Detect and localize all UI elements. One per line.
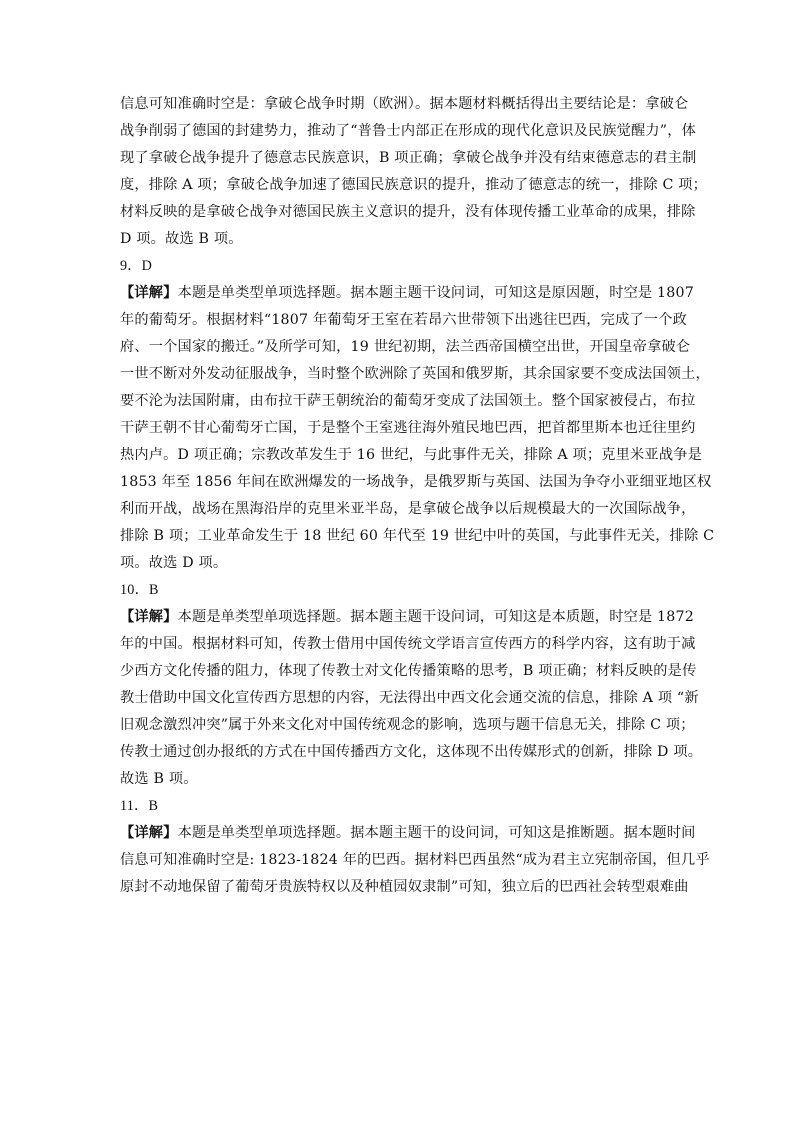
text-line: 年的葡萄牙。根据材料“1807 年葡萄牙王室在若昂六世带领下出逃往巴西，完成了一个政 bbox=[120, 312, 688, 328]
text-line: 故选 B 项。 bbox=[120, 771, 198, 787]
text-line: 府、一个国家的搬迁。”及所学可知，19 世纪初期，法兰西帝国横空出世，开国皇帝拿破仑 bbox=[120, 339, 691, 355]
detail-tag: 【详解】 bbox=[120, 825, 178, 841]
detail-tag: 【详解】 bbox=[120, 285, 178, 301]
text-line bbox=[120, 604, 694, 631]
text-line: 项。故选 D 项。 bbox=[120, 555, 228, 571]
text-line bbox=[120, 280, 694, 307]
text-line: 少西方文化传播的阻力，体现了传教士对文化传播策略的思考，B 项正确；材料反映的是传 bbox=[120, 663, 697, 679]
text-line: 战争削弱了德国的封建势力，推动了“普鲁士内部正在形成的现代化意识及民族觉醒力”，体 bbox=[120, 123, 697, 139]
question-number: 10．B bbox=[120, 582, 159, 598]
text-line: 1853 年至 1856 年间在欧洲爆发的一场战争，是俄罗斯与英国、法国为争夺小亚细亚地区权 bbox=[120, 474, 712, 490]
detail-first-line: 本题是单类型单项选择题。据本题主题干设问词，可知这是本质题，时空是 1872 bbox=[177, 609, 694, 625]
text-line: 传教士通过创办报纸的方式在中国传播西方文化，这体现不出传媒形式的创新，排除 D 项。 bbox=[120, 744, 703, 760]
text-line: 排除 B 项；工业革命发生于 18 世纪 60 年代至 19 世纪中叶的英国，与此事件无关，排除 C bbox=[120, 528, 715, 544]
question-9 bbox=[120, 253, 715, 577]
text-line: 干萨王朝不甘心葡萄牙亡国，于是整个王室逃往海外殖民地巴西，把首都里斯本也迁往里约 bbox=[120, 420, 696, 436]
detail-tag: 【详解】 bbox=[120, 609, 178, 625]
text-line: 年的中国。根据材料可知，传教士借用中国传统文学语言宣传西方的科学内容，这有助于减 bbox=[120, 636, 696, 652]
continued-explanation bbox=[120, 91, 708, 253]
text-line: 要不沦为法国附庸，由布拉干萨王朝统治的葡萄牙变成了法国领土。整个国家被侵占，布拉 bbox=[120, 393, 696, 409]
text-line: 一世不断对外发动征服战争，当时整个欧洲除了英国和俄罗斯，其余国家要不变成法国领土， bbox=[120, 366, 710, 382]
text-line: 信息可知准确时空是: 1823-1824 年的巴西。据材料巴西虽然“成为君主立宪制帝国，但几乎 bbox=[120, 852, 710, 868]
text-line: D 项。故选 B 项。 bbox=[120, 231, 243, 247]
text-line: 旧观念激烈冲突”属于外来文化对中国传统观念的影响，选项与题干信息无关，排除 C 项； bbox=[120, 717, 695, 733]
question-11 bbox=[120, 793, 710, 901]
question-10 bbox=[120, 577, 703, 793]
text-line: 度，排除 A 项；拿破仑战争加速了德国民族意识的提升，推动了德意志的统一，排除 C 项； bbox=[120, 177, 708, 193]
detail-first-line: 本题是单类型单项选择题。据本题主题干设问词，可知这是原因题，时空是 1807 bbox=[177, 285, 694, 301]
text-line: 原封不动地保留了葡萄牙贵族特权以及种植园奴隶制”可知，独立后的巴西社会转型艰难曲 bbox=[120, 879, 689, 895]
detail-first-line: 本题是单类型单项选择题。据本题主题干的设问词，可知这是推断题。据本题时间 bbox=[177, 825, 696, 841]
text-line: 热内卢。D 项正确；宗教改革发生于 16 世纪，与此事件无关，排除 A 项；克里米亚战争是 bbox=[120, 447, 702, 463]
question-number: 9．D bbox=[120, 258, 153, 274]
text-line: 材料反映的是拿破仑战争对德国民族主义意识的提升，没有体现传播工业革命的成果，排除 bbox=[120, 204, 696, 220]
text-line: 利而开战，战场在黑海沿岸的克里米亚半岛，是拿破仑战争以后规模最大的一次国际战争， bbox=[120, 501, 696, 517]
text-line: 现了拿破仑战争提升了德意志民族意识，B 项正确；拿破仑战争并没有结束德意志的君主制 bbox=[120, 150, 697, 166]
text-line: 教士借助中国文化宣传西方思想的内容，无法得出中西文化会通交流的信息，排除 A 项 “新 bbox=[120, 690, 699, 706]
question-number: 11．B bbox=[120, 798, 159, 814]
text-line bbox=[120, 820, 696, 847]
text-line: 信息可知准确时空是：拿破仑战争时期（欧洲）。据本题材料概括得出主要结论是：拿破仑 bbox=[120, 96, 689, 112]
answer-explanations bbox=[120, 91, 715, 901]
